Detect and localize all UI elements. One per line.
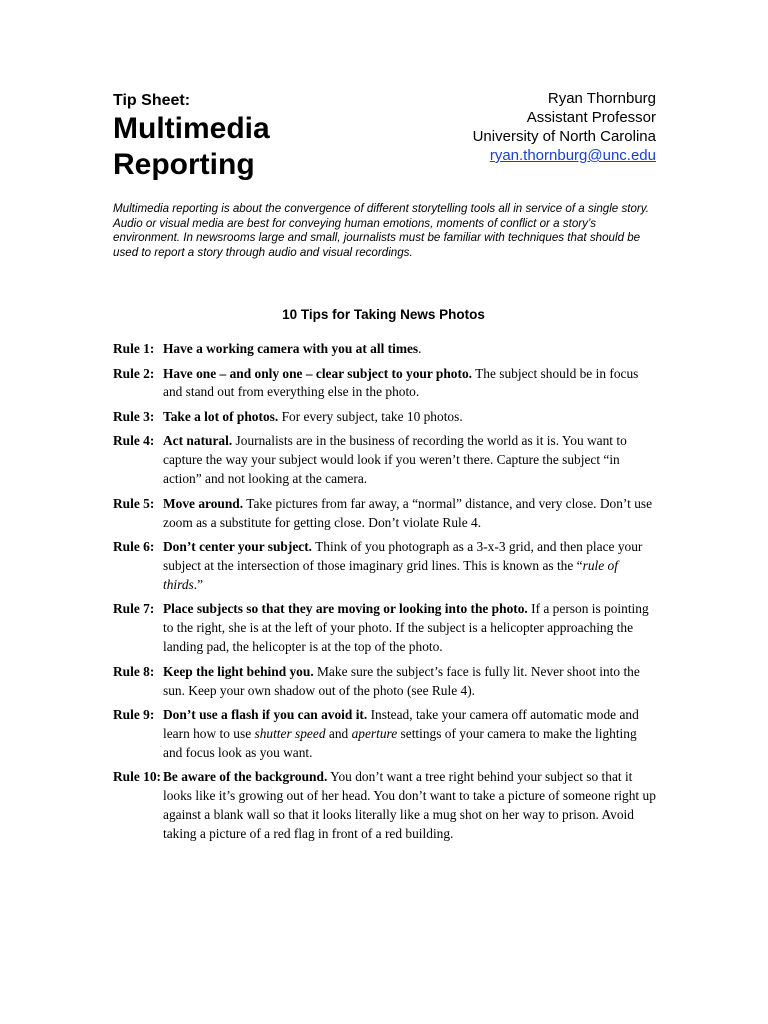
rule-body: For every subject, take 10 photos. bbox=[278, 408, 463, 424]
section-heading: 10 Tips for Taking News Photos bbox=[282, 307, 485, 322]
rule-number: Rule 1: bbox=[113, 341, 155, 356]
rule-item bbox=[113, 408, 658, 427]
rule-body: . bbox=[418, 341, 422, 356]
rule-body-mid: and bbox=[325, 726, 352, 742]
author-name: Ryan Thornburg bbox=[547, 90, 656, 107]
page-title bbox=[113, 111, 270, 183]
rule-item bbox=[113, 432, 658, 489]
rule-item bbox=[113, 600, 658, 657]
rule-number: Rule 3: bbox=[113, 408, 155, 424]
rule-title: Don’t center your subject. bbox=[163, 539, 313, 555]
rule-body: Make sure the subject’s face is fully lit. Never shoot into the sun. Keep your own shadow out of the photo (see Rule 4). bbox=[163, 663, 640, 698]
rule-emphasis: shutter speed bbox=[254, 726, 326, 742]
rule-body-end: settings of your camera to make the lighting and focus look as you want. bbox=[163, 726, 637, 760]
title-line-2: Reporting bbox=[113, 148, 255, 181]
rule-body: Instead, take your camera off automatic mode and learn how to use bbox=[163, 707, 639, 742]
rule-title: Act natural. bbox=[163, 433, 233, 449]
rule-body: Journalists are in the business of recording the world as it is. You want to capture the way your subject would look if you weren’t there. Capture the subject “in action” and not looking at the camera. bbox=[163, 433, 627, 487]
rule-title: Be aware of the background. bbox=[163, 769, 328, 785]
author-institution: University of North Carolina bbox=[472, 128, 656, 145]
rule-body: The subject should be in focus and stand out from everything else in the photo. bbox=[163, 365, 639, 400]
rule-number: Rule 4: bbox=[113, 433, 155, 449]
rule-number: Rule 9: bbox=[113, 707, 155, 723]
rule-number: Rule 7: bbox=[113, 601, 155, 617]
rule-item bbox=[113, 340, 658, 359]
rule-title: Don’t use a flash if you can avoid it. bbox=[163, 707, 368, 723]
rule-title: Take a lot of photos. bbox=[163, 408, 279, 424]
rule-number: Rule 6: bbox=[113, 539, 155, 555]
intro-paragraph: Multimedia reporting is about the convergence of different storytelling tools all in service of a single story. Audio or visual media are best for conveying human emotions, moments of conflict or a story’s environment. In newsrooms large and small, journalists must be familiar with techniques that should be used to report a story through audio and visual recordings. bbox=[113, 202, 649, 259]
rule-item bbox=[113, 768, 658, 844]
author-position: Assistant Professor bbox=[526, 109, 656, 126]
rule-title: Place subjects so that they are moving or looking into the photo. bbox=[163, 601, 528, 617]
rule-body: Think of you photograph as a 3-x-3 grid, and then place your subject at the intersection of those imaginary grid lines. This is known as the “ bbox=[163, 539, 643, 574]
rule-item bbox=[113, 663, 658, 701]
rule-number: Rule 2: bbox=[113, 365, 155, 381]
tip-sheet-label: Tip Sheet: bbox=[113, 92, 191, 109]
rule-emphasis-2: aperture bbox=[351, 726, 398, 742]
author-email-link[interactable]: ryan.thornburg@unc.edu bbox=[489, 147, 656, 164]
rule-body-end: .” bbox=[193, 576, 204, 592]
rules-list bbox=[113, 340, 658, 850]
rule-item bbox=[113, 495, 658, 533]
rule-emphasis: rule of thirds bbox=[163, 558, 618, 592]
rule-title: Move around. bbox=[163, 495, 244, 511]
rule-title: Have one – and only one – clear subject to your photo. bbox=[163, 365, 472, 381]
rule-title: Have a working camera with you at all times bbox=[163, 341, 419, 356]
rule-item bbox=[113, 706, 658, 763]
rule-number: Rule 5: bbox=[113, 495, 155, 511]
rule-number: Rule 8: bbox=[113, 663, 155, 679]
rule-title: Keep the light behind you. bbox=[163, 663, 314, 679]
rule-body: If a person is pointing to the right, she is at the left of your photo. If the subject is a helicopter approaching the landing pad, the helicopter is at the top of the photo. bbox=[163, 601, 649, 655]
rule-body: Take pictures from far away, a “normal” distance, and very close. Don’t use zoom as a substitute for getting close. Don’t violate Rule 4. bbox=[163, 495, 653, 530]
title-line-1: Multimedia bbox=[113, 112, 270, 145]
rule-item bbox=[113, 538, 658, 595]
rule-body: You don’t want a tree right behind your subject so that it looks like it’s growing out of her head. You don’t want to take a picture of someone right up against a blank wall so that it looks literally like a mug shot on her way to prison. Avoid taking a picture of a red flag in front of a red building. bbox=[163, 769, 656, 842]
rule-number: Rule 10: bbox=[113, 769, 161, 785]
rule-item bbox=[113, 365, 658, 403]
author-block bbox=[336, 89, 656, 165]
